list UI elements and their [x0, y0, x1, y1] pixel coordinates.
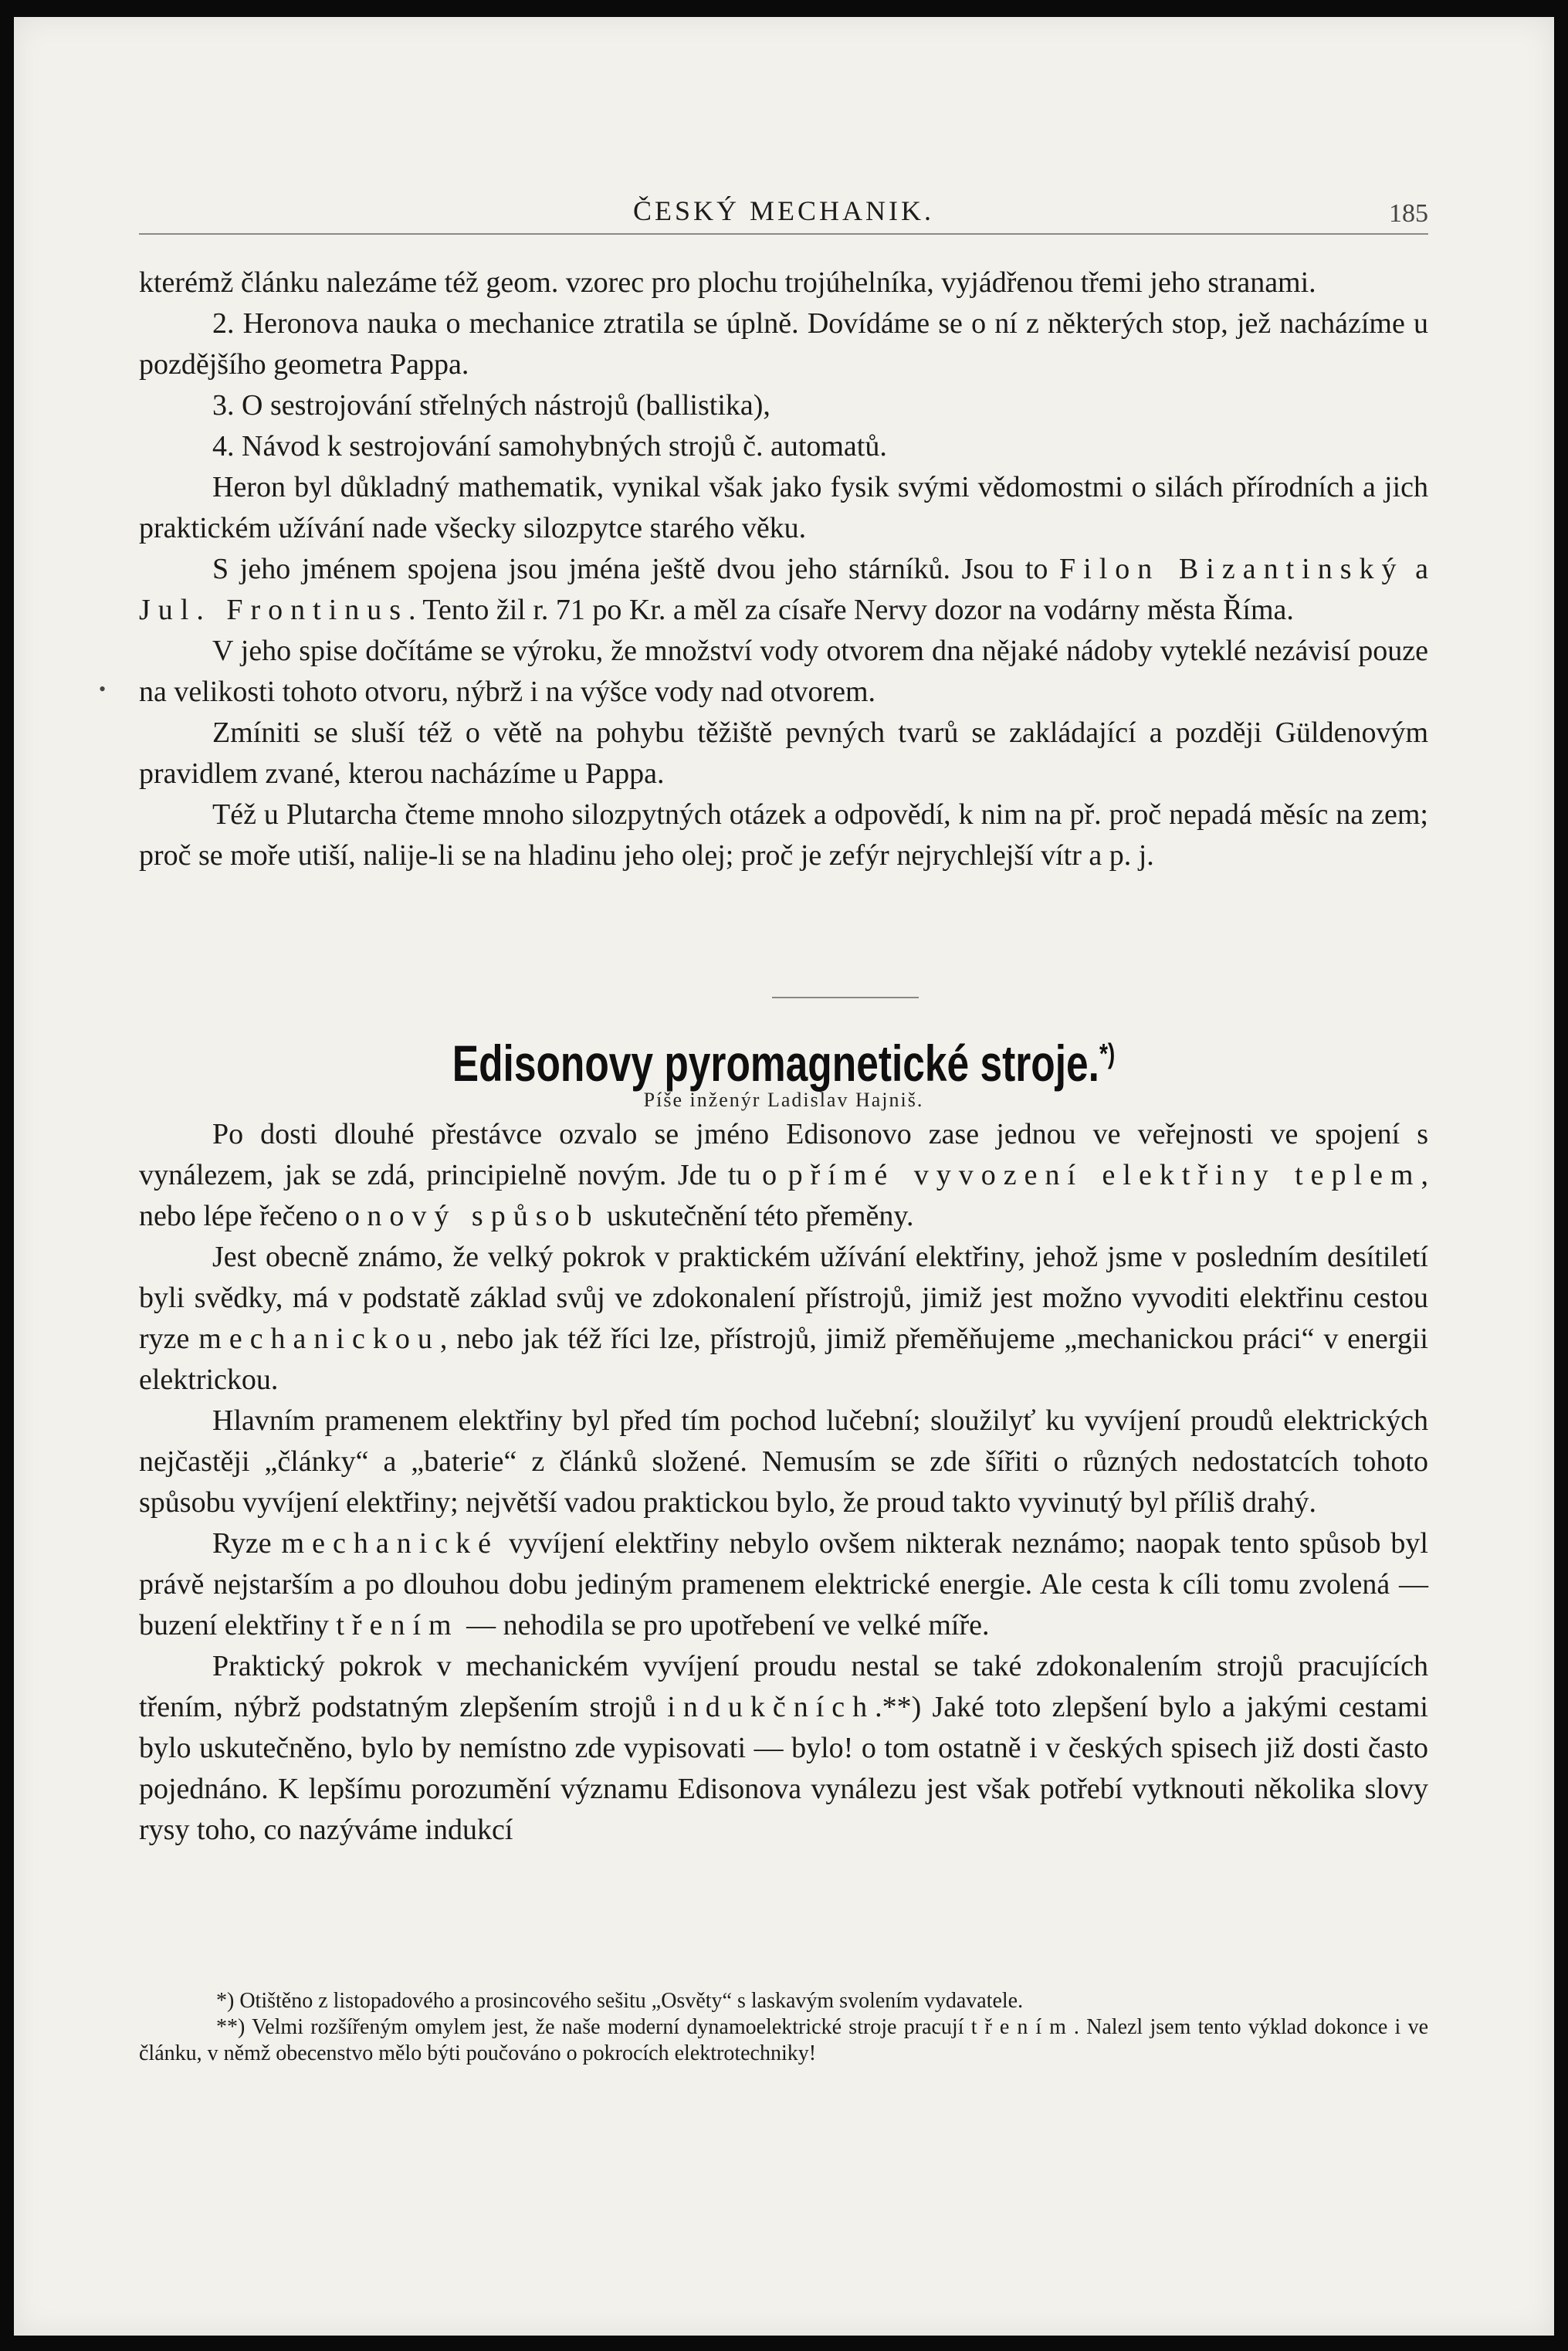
byline: Píše inženýr Ladislav Hajniš. [643, 1089, 924, 1111]
paragraph: 3. O sestrojování střelných nástrojů (ballistika), [212, 389, 770, 422]
text-run: Po dosti dlouhé přestávce ozvalo se jméno Edisonovo zase jednou ve veřejnosti ve spojení s vynálezem, jak se zdá, principielně novým. Jde tu o [139, 1118, 1428, 1191]
paragraph: kterémž článku nalezáme též geom. vzorec pro plochu trojúhelníka, vyjádřenou třemi jeho stranami. [139, 266, 1316, 299]
text-run: a [1404, 553, 1428, 585]
text-run: S jeho jménem spojena jsou jména ještě dvou jeho stárníků. Jsou to [212, 553, 1060, 585]
spaced-text: mechanickou [198, 1323, 440, 1355]
paragraph: 2. Heronova nauka o mechanice ztratila se úplně. Dovídáme se o ní z některých stop, jež nacházíme u pozdějšího geometra Pappa. [139, 307, 1428, 381]
spaced-text: indukčních [667, 1691, 875, 1723]
text-run: . Tento žil r. 71 po Kr. a měl za císaře Nervy dozor na vodárny města Říma. [408, 594, 1294, 626]
margin-mark: • [99, 678, 107, 700]
section-continued [139, 263, 1428, 876]
text-run: Ryze [212, 1527, 282, 1560]
paragraph [139, 549, 1428, 631]
paragraph [139, 1523, 1428, 1646]
footnote-ref: *) [1099, 1038, 1116, 1069]
section-divider [772, 997, 919, 998]
paragraph [139, 1237, 1428, 1401]
spaced-text: třením [970, 2015, 1074, 2039]
spaced-text: mechanické [281, 1527, 499, 1560]
text-run: — nehodila se pro upotřebení ve velké míře. [459, 1609, 990, 1641]
text-run: vyvíjení elektřiny nebylo ovšem nikterak neznámo; naopak tento spůsob byl právě nejstarším a po dlouhou dobu jediným pramenem elektrické energie. Ale cesta k cíli tomu zvolená — buzení elektřiny [139, 1527, 1428, 1641]
running-header [139, 195, 1428, 233]
article-body [139, 1114, 1428, 1851]
text-run: Jaké toto zlepšení bylo a jakými cestami bylo uskutečněno, bylo by nemístno zde vypisovati — bylo! o tom ostatně i v českých spisech již dosti často pojednáno. K lepšímu porozumění významu Edisonova vynálezu jest však potřebí vytknouti několika slovy rysy toho, co nazýváme indukcí [139, 1691, 1428, 1846]
spaced-text: třením [336, 1609, 459, 1641]
title-text: Edisonovy pyromagnetické stroje. [452, 1035, 1099, 1092]
spaced-text: nový spůsob [367, 1200, 600, 1232]
footnote: *) Otištěno z listopadového a prosincového sešitu „Osvěty“ s laskavým svolením vydavatele. [216, 1989, 1024, 2013]
journal-title: ČESKÝ MECHANIK. [632, 195, 934, 226]
footnote-ref: .**) [875, 1691, 922, 1723]
paragraph [139, 1646, 1428, 1851]
spaced-name: Filon Bizantinský [1059, 553, 1404, 585]
paragraph [139, 1114, 1428, 1237]
header-rule [139, 233, 1428, 235]
footnotes [139, 1988, 1428, 2067]
paragraph: V jeho spise dočítáme se výroku, že množství vody otvorem dna nějaké nádoby vyteklé nezávisí pouze na velikosti tohoto otvoru, nýbrž i na výšce vody nad otvorem. [139, 635, 1428, 708]
paragraph: Zmíniti se sluší též o větě na pohybu těžiště pevných tvarů se zakládající a později Güldenovým pravidlem zvané, kterou nacházíme u Pappa. [139, 716, 1428, 790]
text-run: , nebo jak též říci lze, přístrojů, jimiž přeměňujeme „mechanickou práci“ v energii elektrickou. [139, 1323, 1428, 1396]
text-run: Praktický pokrok v mechanickém vyvíjení proudu nestal se také zdokonalením strojů pracujících třením, nýbrž podstatným zlepšením strojů [139, 1650, 1428, 1723]
paragraph: Hlavním pramenem elektřiny byl před tím pochod lučební; sloužilyť ku vyvíjení proudů elektrických nejčastěji „články“ a „baterie“ z článků složené. Nemusím se zde šířiti o různých nedostatcích tohoto spůsobu vyvíjení elektřiny; největší vadou praktickou bylo, že proud takto vyvinutý byl příliš drahý. [139, 1404, 1428, 1519]
text-run: **) Velmi rozšířeným omylem jest, že naše moderní dynamoelektrické stroje pracují [216, 2015, 971, 2039]
paragraph: Též u Plutarcha čteme mnoho silozpytných otázek a odpovědí, k nim na př. proč nepadá měsíc na zem; proč se moře utiší, nalije-li se na hladinu jeho olej; proč je zefýr nejrychlejší vítr a p. j. [139, 798, 1428, 872]
footnote [139, 2014, 1428, 2067]
spaced-name: Jul. Frontinus [139, 594, 409, 626]
text-run: . Nalezl jsem tento výklad dokonce i ve článku, v němž obecenstvo mělo býti poučováno o pokrocích elektrotechniky! [139, 2015, 1428, 2065]
text-run: uskutečnění této přeměny. [599, 1200, 914, 1232]
spaced-text: přímé vyvození elektřiny teplem [787, 1159, 1421, 1191]
paragraph: Heron byl důkladný mathematik, vynikal však jako fysik svými vědomostmi o silách přírodních a jich praktickém užívání nade všecky silozpytce starého věku. [139, 471, 1428, 544]
page-number: 185 [1389, 199, 1428, 228]
paragraph: 4. Návod k sestrojování samohybných strojů č. automatů. [212, 430, 887, 462]
text-run: , nebo lépe řečeno o [139, 1159, 1428, 1232]
article-title [281, 1023, 1287, 1094]
text-run: Jest obecně známo, že velký pokrok v praktickém užívání elektřiny, jehož jsme v posledním desítiletí byli svědky, má v podstatě základ svůj ve zdokonalení přístrojů, jimiž jest možno vyvoditi elektřinu cestou ryze [139, 1241, 1428, 1355]
